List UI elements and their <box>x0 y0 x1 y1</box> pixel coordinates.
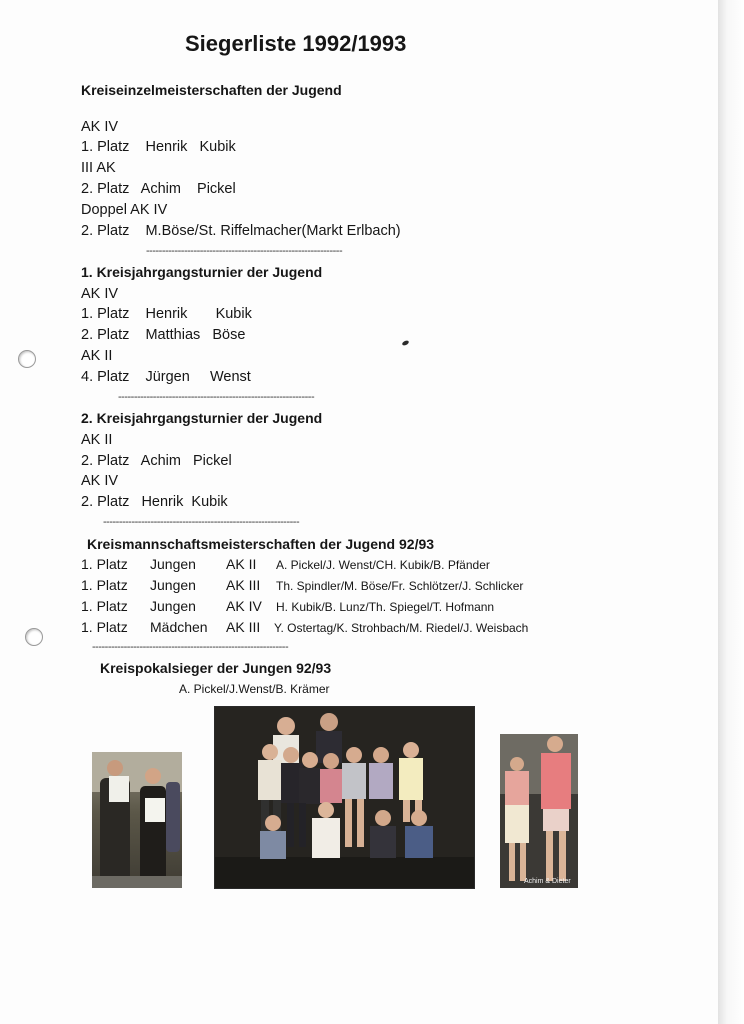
section-heading: 2. Kreisjahrgangsturnier der Jugend <box>81 410 323 426</box>
result-line: 2. Platz Achim Pickel <box>81 453 232 469</box>
result-line: 1. Platz Henrik Kubik <box>81 139 236 155</box>
result-line: Doppel AK IV <box>81 202 168 218</box>
place-cell: 1. Platz <box>81 577 128 593</box>
photo-certificate-winners <box>92 752 182 888</box>
result-line: 4. Platz Jürgen Wenst <box>81 369 251 385</box>
scanner-edge <box>718 0 744 1024</box>
page-title: Siegerliste 1992/1993 <box>185 31 407 56</box>
result-line: 2. Platz Achim Pickel <box>81 181 236 197</box>
group-cell: Jungen <box>150 556 196 572</box>
team-result-row <box>0 557 718 575</box>
separator-line: -------------------------------------------------------------- <box>103 516 300 528</box>
age-class-cell: AK II <box>226 556 257 572</box>
winner-names: A. Pickel/J.Wenst/B. Krämer <box>179 682 330 696</box>
result-line: 2. Platz Matthias Böse <box>81 327 246 343</box>
place-cell: 1. Platz <box>81 556 128 572</box>
photo-center-content <box>215 707 474 888</box>
punch-hole-top <box>18 350 36 368</box>
age-class-cell: AK IV <box>226 598 262 614</box>
place-cell: 1. Platz <box>81 598 128 614</box>
separator-line: -------------------------------------------------------------- <box>146 245 343 257</box>
age-class-cell: AK III <box>226 577 261 593</box>
result-line: AK IV <box>81 119 119 135</box>
team-names-cell: H. Kubik/B. Lunz/Th. Spiegel/T. Hofmann <box>276 600 495 614</box>
photo-right-content <box>500 734 578 888</box>
team-result-row <box>0 578 718 596</box>
separator-line: -------------------------------------------------------------- <box>92 641 289 653</box>
photo-team-group <box>214 706 475 889</box>
photo-two-players <box>500 734 578 888</box>
place-cell: 1. Platz <box>81 619 128 635</box>
team-names-cell: A. Pickel/J. Wenst/CH. Kubik/B. Pfänder <box>276 558 490 572</box>
section-heading: Kreismannschaftsmeisterschaften der Jugend 92/93 <box>87 536 435 552</box>
result-line: III AK <box>81 160 116 176</box>
team-names-cell: Y. Ostertag/K. Strohbach/M. Riedel/J. Weisbach <box>274 621 529 635</box>
result-line: AK IV <box>81 473 119 489</box>
team-result-row <box>0 620 718 638</box>
photo-caption: Achim & Dieter <box>524 878 571 885</box>
group-cell: Jungen <box>150 577 196 593</box>
result-line: AK II <box>81 432 113 448</box>
photo-left-content <box>92 752 182 888</box>
result-line: AK IV <box>81 286 119 302</box>
team-result-row <box>0 599 718 617</box>
result-line: 2. Platz Henrik Kubik <box>81 494 228 510</box>
section-heading: Kreiseinzelmeisterschaften der Jugend <box>81 82 342 98</box>
section-heading: Kreispokalsieger der Jungen 92/93 <box>100 660 332 676</box>
separator-line: -------------------------------------------------------------- <box>118 391 315 403</box>
scan-speck <box>401 340 409 347</box>
group-cell: Mädchen <box>150 619 208 635</box>
result-line: AK II <box>81 348 113 364</box>
section-heading: 1. Kreisjahrgangsturnier der Jugend <box>81 264 323 280</box>
result-line: 2. Platz M.Böse/St. Riffelmacher(Markt Erlbach) <box>81 223 401 239</box>
team-names-cell: Th. Spindler/M. Böse/Fr. Schlötzer/J. Schlicker <box>276 579 524 593</box>
age-class-cell: AK III <box>226 619 261 635</box>
result-line: 1. Platz Henrik Kubik <box>81 306 252 322</box>
group-cell: Jungen <box>150 598 196 614</box>
